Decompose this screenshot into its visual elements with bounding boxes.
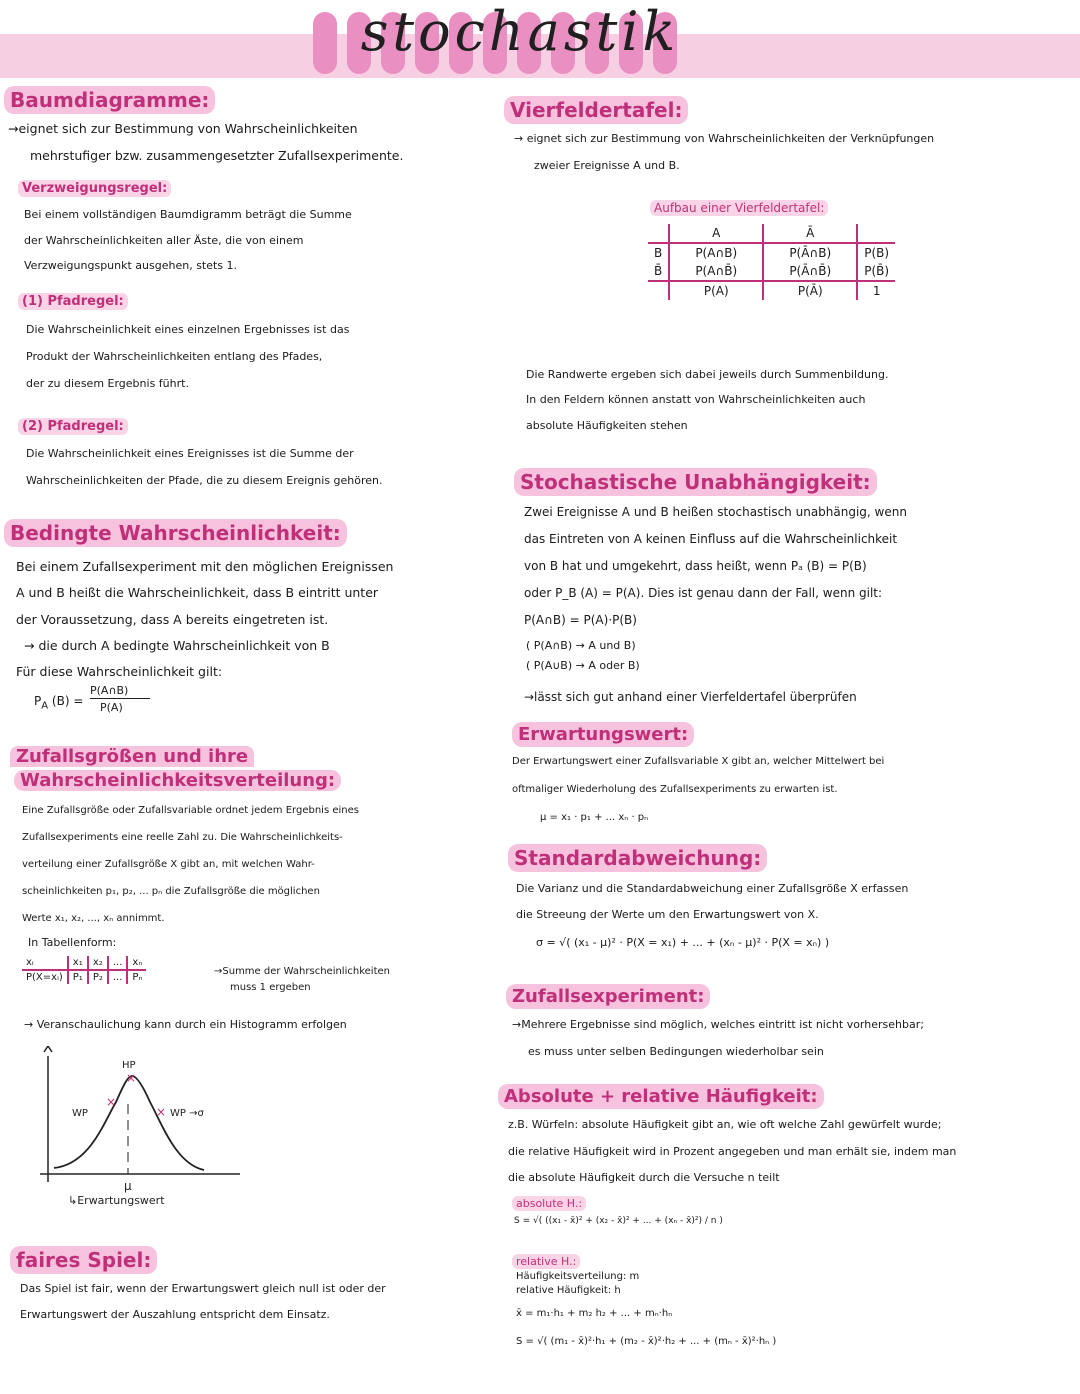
histogramm-hinweis: → Veranschaulichung kann durch ein Histogramm erfolgen bbox=[24, 1018, 347, 1031]
pfad1-line2: Produkt der Wahrscheinlichkeiten entlang des Pfades, bbox=[26, 350, 323, 363]
su-line1: Zwei Ereignisse A und B heißen stochastisch unabhängig, wenn bbox=[524, 505, 907, 519]
summe-hinweis bbox=[214, 964, 390, 996]
sa-line1: Die Varianz und die Standardabweichung einer Zufallsgröße X erfassen bbox=[516, 882, 909, 895]
vf-cell: P(Ā∩B) bbox=[763, 243, 857, 262]
hp-label: HP bbox=[122, 1060, 136, 1071]
normalverteilung-skizze bbox=[40, 1046, 250, 1206]
ze-line2: es muss unter selben Bedingungen wiederholbar sein bbox=[528, 1045, 824, 1058]
tab-cell: ... bbox=[108, 970, 128, 984]
absolute-h-formel: S = √( ((x₁ - x̄)² + (x₂ - x̄)² + ... + (xₙ - x̄)²) / n ) bbox=[514, 1216, 723, 1226]
vf-cell: P(B) bbox=[857, 243, 895, 262]
s-formel: S = √( (m₁ - x̄)²·h₁ + (m₂ - x̄)²·h₂ + ... + (mₙ - x̄)²·hₙ ) bbox=[516, 1336, 777, 1347]
bed-line4: → die durch A bedingte Wahrscheinlichkeit von B bbox=[24, 638, 330, 653]
heading-haeufigkeit: Absolute + relative Häufigkeit: bbox=[498, 1084, 824, 1109]
pfad1-line3: der zu diesem Ergebnis führt. bbox=[26, 377, 189, 390]
sa-line2: die Streeung der Werte um den Erwartungswert von X. bbox=[516, 908, 819, 921]
ze-line1: →Mehrere Ergebnisse sind möglich, welches eintritt ist nicht vorhersehbar; bbox=[512, 1018, 924, 1031]
vf-cell: P(A∩B) bbox=[669, 243, 763, 262]
ew-formel: μ = x₁ · p₁ + ... xₙ · pₙ bbox=[540, 812, 649, 823]
ew-line1: Der Erwartungswert einer Zufallsvariable X gibt an, welcher Mittelwert bei bbox=[512, 756, 885, 767]
heading-stochastische-unabhaengigkeit: Stochastische Unabhängigkeit: bbox=[514, 468, 877, 496]
ah-line1: z.B. Würfeln: absolute Häufigkeit gibt an, wie oft welche Zahl gewürfelt wurde; bbox=[508, 1118, 942, 1131]
vf-cell: A bbox=[669, 224, 763, 243]
baum-line1: →eignet sich zur Bestimmung von Wahrscheinlichkeiten bbox=[8, 121, 358, 136]
summe-line1: →Summe der Wahrscheinlichkeiten bbox=[214, 966, 390, 977]
baum-line2: mehrstufiger bzw. zusammengesetzter Zufallsexperimente. bbox=[30, 148, 404, 163]
pfad2-line1: Die Wahrscheinlichkeit eines Ereignisses ist die Summe der bbox=[26, 447, 354, 460]
rel-line2: relative Häufigkeit: h bbox=[516, 1285, 621, 1296]
zg-line5: Werte x₁, x₂, ..., xₙ annimmt. bbox=[22, 913, 165, 924]
heading-pfadregel-1: (1) Pfadregel: bbox=[18, 293, 128, 310]
fair-line1: Das Spiel ist fair, wenn der Erwartungswert gleich null ist oder der bbox=[20, 1282, 386, 1295]
vf-note1: Die Randwerte ergeben sich dabei jeweils durch Summenbildung. bbox=[526, 368, 889, 381]
vf-line2: zweier Ereignisse A und B. bbox=[534, 159, 680, 172]
vf-note2: In den Feldern können anstatt von Wahrscheinlichkeiten auch bbox=[526, 393, 866, 406]
mittelwert-formel: x̄ = m₁·h₁ + m₂ h₂ + ... + mₙ·hₙ bbox=[516, 1308, 673, 1319]
vierfeldertafel bbox=[648, 224, 895, 300]
tabellenform-label: In Tabellenform: bbox=[28, 936, 117, 949]
verz-line2: der Wahrscheinlichkeiten aller Äste, die von einem bbox=[24, 234, 304, 247]
heading-faires-spiel: faires Spiel: bbox=[10, 1246, 157, 1274]
heading-vierfeldertafel: Vierfeldertafel: bbox=[504, 96, 688, 124]
svg-text:×: × bbox=[156, 1105, 167, 1119]
vf-cell: P(Ā) bbox=[763, 281, 857, 300]
vf-cell bbox=[648, 224, 669, 243]
heading-bedingte-wahrscheinlichkeit: Bedingte Wahrscheinlichkeit: bbox=[4, 519, 347, 547]
su-line2: das Eintreten von A keinen Einfluss auf die Wahrscheinlichkeit bbox=[524, 532, 898, 546]
bed-line1: Bei einem Zufallsexperiment mit den möglichen Ereignissen bbox=[16, 559, 394, 574]
bed-line3: der Voraussetzung, dass A bereits eingetreten ist. bbox=[16, 612, 329, 627]
heading-erwartungswert: Erwartungswert: bbox=[512, 722, 694, 747]
wp-left-label: WP bbox=[72, 1108, 88, 1119]
aufbau-label: Aufbau einer Vierfeldertafel: bbox=[650, 200, 828, 216]
heading-zufallsgroessen-2: Wahrscheinlichkeitsverteilung: bbox=[14, 770, 341, 791]
erwartungswert-label: ↳Erwartungswert bbox=[68, 1194, 165, 1206]
heading-pfadregel-2: (2) Pfadregel: bbox=[18, 418, 128, 435]
summe-line2: muss 1 ergeben bbox=[230, 982, 311, 993]
absolute-h-label: absolute H.: bbox=[512, 1196, 586, 1211]
ah-line2: die relative Häufigkeit wird in Prozent angegeben und man erhält sie, indem man bbox=[508, 1145, 957, 1158]
heading-baumdiagramme: Baumdiagramme: bbox=[4, 86, 215, 114]
ah-line3: die absolute Häufigkeit durch die Versuche n teilt bbox=[508, 1171, 780, 1184]
su-notes bbox=[526, 636, 640, 676]
vf-cell: P(B̄) bbox=[857, 262, 895, 281]
vf-cell: B bbox=[648, 243, 669, 262]
verteilungs-tabelle bbox=[22, 956, 146, 984]
su-line3: von B hat und umgekehrt, dass heißt, wenn Pₐ (B) = P(B) bbox=[524, 559, 867, 573]
relative-h-label: relative H.: bbox=[512, 1254, 580, 1269]
vf-cell: 1 bbox=[857, 281, 895, 300]
relative-h-text bbox=[516, 1270, 639, 1298]
vf-cell bbox=[857, 224, 895, 243]
su-line4: oder P_B (A) = P(A). Dies ist genau dann der Fall, wenn gilt: bbox=[524, 586, 883, 600]
su-line7: ( P(A∪B) → A oder B) bbox=[526, 659, 640, 672]
tab-cell: P₁ bbox=[68, 970, 88, 984]
svg-text:×: × bbox=[126, 1071, 137, 1085]
su-line5: P(A∩B) = P(A)·P(B) bbox=[524, 613, 637, 627]
pfad2-line2: Wahrscheinlichkeiten der Pfade, die zu diesem Ereignis gehören. bbox=[26, 474, 383, 487]
wp-right-label: WP →σ bbox=[170, 1108, 204, 1119]
pfad1-line1: Die Wahrscheinlichkeit eines einzelnen Ergebnisses ist das bbox=[26, 323, 350, 336]
tab-cell: x₂ bbox=[88, 956, 108, 970]
tab-cell: xₙ bbox=[127, 956, 146, 970]
tab-cell: xᵢ bbox=[22, 956, 68, 970]
heading-verzweigungsregel: Verzweigungsregel: bbox=[18, 180, 171, 197]
ew-line2: oftmaliger Wiederholung des Zufallsexperiments zu erwarten ist. bbox=[512, 784, 838, 795]
vf-cell: B̄ bbox=[648, 262, 669, 281]
zg-text bbox=[22, 797, 359, 932]
heading-standardabweichung: Standardabweichung: bbox=[508, 844, 767, 872]
fair-line2: Erwartungswert der Auszahlung entspricht dem Einsatz. bbox=[20, 1308, 330, 1321]
svg-text:×: × bbox=[106, 1095, 117, 1109]
zg-line3: verteilung einer Zufallsgröße X gibt an, mit welchen Wahr- bbox=[22, 859, 315, 870]
heading-zufallsgroessen-1: Zufallsgrößen und ihre bbox=[10, 746, 254, 767]
vf-cell: Ā bbox=[763, 224, 857, 243]
su-line6: ( P(A∩B) → A und B) bbox=[526, 639, 636, 652]
tab-cell: P₂ bbox=[88, 970, 108, 984]
vf-note3: absolute Häufigkeiten stehen bbox=[526, 419, 688, 432]
rel-line1: Häufigkeitsverteilung: m bbox=[516, 1271, 640, 1282]
vf-line1: → eignet sich zur Bestimmung von Wahrscheinlichkeiten der Verknüpfungen bbox=[514, 132, 935, 145]
vf-cell: P(Ā∩B̄) bbox=[763, 262, 857, 281]
tab-cell: x₁ bbox=[68, 956, 88, 970]
tab-cell: Pₙ bbox=[127, 970, 146, 984]
vf-cell bbox=[648, 281, 669, 300]
bed-line2: A und B heißt die Wahrscheinlichkeit, dass B eintritt unter bbox=[16, 585, 379, 600]
page-title: stochastik bbox=[360, 0, 680, 63]
tab-cell: P(X=xᵢ) bbox=[26, 972, 63, 983]
zg-line1: Eine Zufallsgröße oder Zufallsvariable ordnet jedem Ergebnis eines bbox=[22, 805, 359, 816]
su-text bbox=[524, 499, 907, 634]
vf-cell: P(A∩B̄) bbox=[669, 262, 763, 281]
tab-cell: ... bbox=[108, 956, 128, 970]
mu-label: μ bbox=[124, 1179, 132, 1193]
vf-cell: P(A) bbox=[669, 281, 763, 300]
verz-line3: Verzweigungspunkt ausgehen, stets 1. bbox=[24, 259, 238, 272]
zg-line2: Zufallsexperiments eine reelle Zahl zu. Die Wahrscheinlichkeits- bbox=[22, 832, 343, 843]
bed-line5: Für diese Wahrscheinlichkeit gilt: bbox=[16, 664, 223, 679]
heading-zufallsexperiment: Zufallsexperiment: bbox=[506, 984, 710, 1009]
sa-formel: σ = √( (x₁ - μ)² · P(X = x₁) + ... + (xₙ - μ)² · P(X = xₙ) ) bbox=[536, 936, 830, 949]
su-line8: →lässt sich gut anhand einer Vierfeldertafel überprüfen bbox=[524, 690, 857, 704]
verz-line1: Bei einem vollständigen Baumdigramm beträgt die Summe bbox=[24, 208, 352, 221]
zg-line4: scheinlichkeiten p₁, p₂, ... pₙ die Zufallsgröße die möglichen bbox=[22, 886, 320, 897]
